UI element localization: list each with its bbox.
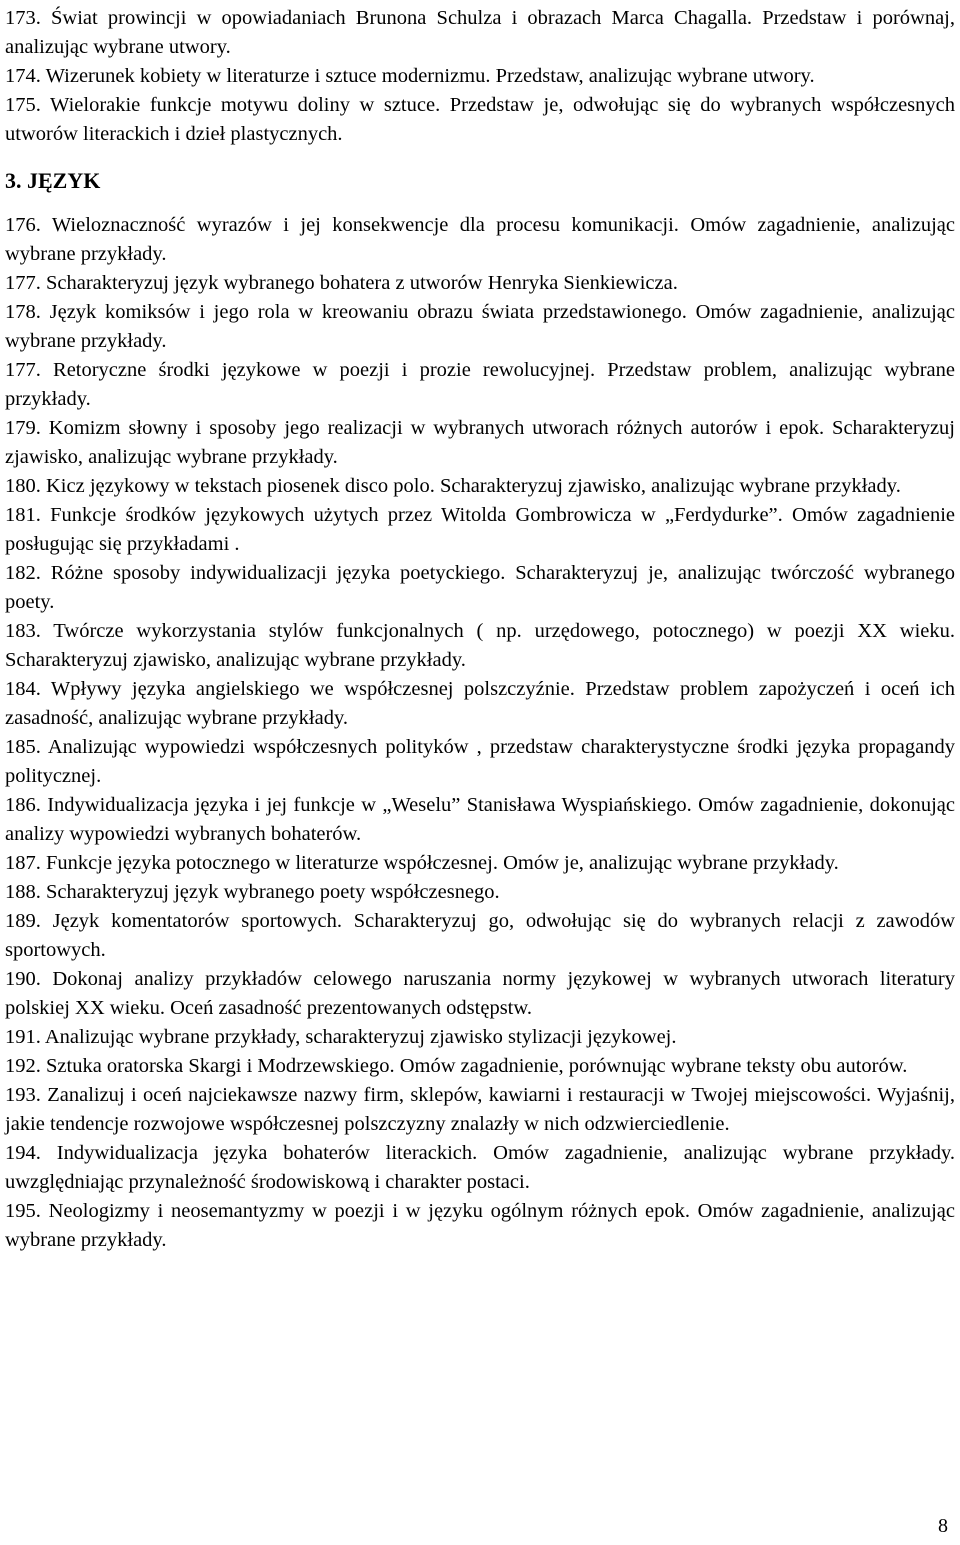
topic-item: 193. Zanalizuj i oceń najciekawsze nazwy firm, sklepów, kawiarni i restauracji w Twojej miejscowości. Wyjaśnij, jakie tendencje rozwojowe współczesnej polszczyzny znalazły w nich odzwierciedlenie.	[5, 1084, 955, 1135]
topic-item: 179. Komizm słowny i sposoby jego realizacji w wybranych utworach różnych autorów i epok. Scharakteryzuj zjawisko, analizując wybrane przykłady.	[5, 417, 955, 468]
topic-item: 190. Dokonaj analizy przykładów celowego naruszania normy językowej w wybranych utworach literatury polskiej XX wieku. Oceń zasadność prezentowanych odstępstw.	[5, 968, 955, 1019]
topic-item: 189. Język komentatorów sportowych. Scharakteryzuj go, odwołując się do wybranych relacji z zawodów sportowych.	[5, 910, 955, 961]
topic-item: 175. Wielorakie funkcje motywu doliny w sztuce. Przedstaw je, odwołując się do wybranych współczesnych utworów literackich i dzieł plastycznych.	[5, 94, 955, 145]
topic-item: 177. Scharakteryzuj język wybranego bohatera z utworów Henryka Sienkiewicza.	[5, 272, 678, 294]
topic-item: 192. Sztuka oratorska Skargi i Modrzewskiego. Omów zagadnienie, porównując wybrane teksty obu autorów.	[5, 1055, 908, 1077]
topic-item: 191. Analizując wybrane przykłady, scharakteryzuj zjawisko stylizacji językowej.	[5, 1026, 677, 1048]
topic-item: 176. Wieloznaczność wyrazów i jej konsekwencje dla procesu komunikacji. Omów zagadnienie, analizując wybrane przykłady.	[5, 214, 955, 265]
page-number: 8	[938, 1515, 948, 1537]
topic-list-before	[5, 4, 955, 149]
topic-item: 185. Analizując wypowiedzi współczesnych polityków , przedstaw charakterystyczne środki języka propagandy politycznej.	[5, 736, 955, 787]
topic-item: 177. Retoryczne środki językowe w poezji i prozie rewolucyjnej. Przedstaw problem, analizując wybrane przykłady.	[5, 359, 955, 410]
topic-item: 186. Indywidualizacja języka i jej funkcje w „Weselu” Stanisława Wyspiańskiego. Omów zagadnienie, dokonując analizy wypowiedzi wybranych bohaterów.	[5, 794, 955, 845]
topic-item: 188. Scharakteryzuj język wybranego poety współczesnego.	[5, 881, 500, 903]
topic-item: 180. Kicz językowy w tekstach piosenek disco polo. Scharakteryzuj zjawisko, analizując wybrane przykłady.	[5, 475, 901, 497]
topic-item: 178. Język komiksów i jego rola w kreowaniu obrazu świata przedstawionego. Omów zagadnienie, analizując wybrane przykłady.	[5, 301, 955, 352]
topic-item: 173. Świat prowincji w opowiadaniach Brunona Schulza i obrazach Marca Chagalla. Przedstaw i porównaj, analizując wybrane utwory.	[5, 7, 955, 58]
topic-item: 187. Funkcje języka potocznego w literaturze współczesnej. Omów je, analizując wybrane przykłady.	[5, 852, 839, 874]
topic-item: 194. Indywidualizacja języka bohaterów literackich. Omów zagadnienie, analizując wybrane przykłady. uwzględniając przynależność środowiskową i charakter postaci.	[5, 1142, 955, 1193]
topic-item: 195. Neologizmy i neosemantyzmy w poezji i w języku ogólnym różnych epok. Omów zagadnienie, analizując wybrane przykłady.	[5, 1200, 955, 1251]
topic-item: 174. Wizerunek kobiety w literaturze i sztuce modernizmu. Przedstaw, analizując wybrane utwory.	[5, 65, 815, 87]
section-heading: 3. JĘZYK	[5, 168, 101, 193]
topic-item: 181. Funkcje środków językowych użytych przez Witolda Gombrowicza w „Ferdydurke”. Omów zagadnienie posługując się przykładami .	[5, 504, 955, 555]
page-content	[5, 4, 955, 1255]
topic-item: 182. Różne sposoby indywidualizacji języka poetyckiego. Scharakteryzuj je, analizując twórczość wybranego poety.	[5, 562, 955, 613]
topic-list-language	[5, 211, 955, 1255]
topic-item: 183. Twórcze wykorzystania stylów funkcjonalnych ( np. urzędowego, potocznego) w poezji XX wieku. Scharakteryzuj zjawisko, analizując wybrane przykłady.	[5, 620, 955, 671]
topic-item: 184. Wpływy języka angielskiego we współczesnej polszczyźnie. Przedstaw problem zapożyczeń i oceń ich zasadność, analizując wybrane przykłady.	[5, 678, 955, 729]
